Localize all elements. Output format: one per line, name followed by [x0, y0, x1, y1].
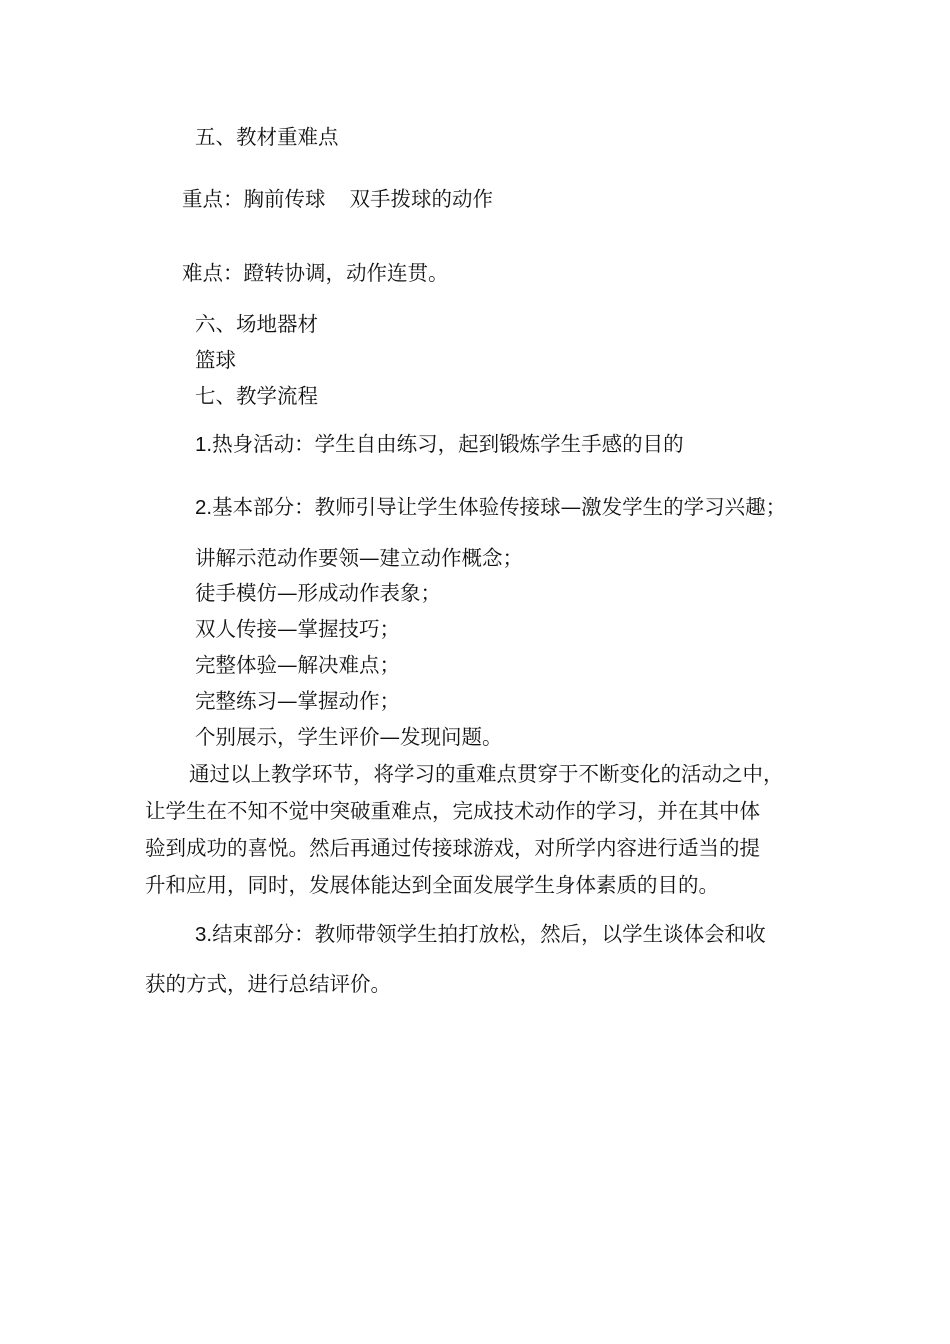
step2-item: 个别展示，学生评价—发现问题。 [195, 725, 503, 749]
step1-line [195, 431, 684, 458]
step1-text: 热身活动：学生自由练习，起到锻炼学生手感的目的 [212, 432, 684, 456]
section7-heading: 七、教学流程 [195, 384, 318, 408]
section5-heading: 五、教材重难点 [195, 125, 339, 149]
step2-item: 讲解示范动作要领—建立动作概念； [195, 546, 523, 570]
step3-text: 结束部分：教师带领学生拍打放松，然后，以学生谈体会和收 [212, 922, 766, 946]
step2-item: 徒手模仿—形成动作表象； [195, 581, 441, 605]
key-point-a: 胸前传球 [243, 187, 326, 211]
step2-item: 双人传接—掌握技巧； [195, 617, 400, 641]
summary-line: 验到成功的喜悦。然后再通过传接球游戏，对所学内容进行适当的提 [145, 836, 760, 860]
key-point-line [182, 186, 493, 212]
summary-line: 升和应用，同时，发展体能达到全面发展学生身体素质的目的。 [145, 873, 719, 897]
step3-number: 3. [195, 923, 213, 946]
key-point-b: 双手拨球的动作 [349, 187, 493, 211]
key-point-label: 重点： [182, 187, 244, 211]
step3-continuation: 获的方式，进行总结评价。 [145, 972, 391, 996]
difficulty-line: 难点：蹬转协调，动作连贯。 [182, 261, 449, 285]
step2-item: 完整体验—解决难点； [195, 653, 400, 677]
summary-line: 让学生在不知不觉中突破重难点，完成技术动作的学习，并在其中体 [145, 799, 760, 823]
summary-line: 通过以上教学环节，将学习的重难点贯穿于不断变化的活动之中， [189, 762, 784, 786]
equipment-text: 篮球 [195, 348, 236, 372]
step2-item: 完整练习—掌握动作； [195, 689, 400, 713]
step2-number: 2. [195, 496, 213, 519]
step3-line [195, 921, 766, 948]
step2-text: 基本部分：教师引导让学生体验传接球—激发学生的学习兴趣； [212, 495, 787, 519]
section6-heading: 六、场地器材 [195, 312, 318, 336]
step1-number: 1. [195, 433, 213, 456]
step2-line [195, 494, 786, 521]
